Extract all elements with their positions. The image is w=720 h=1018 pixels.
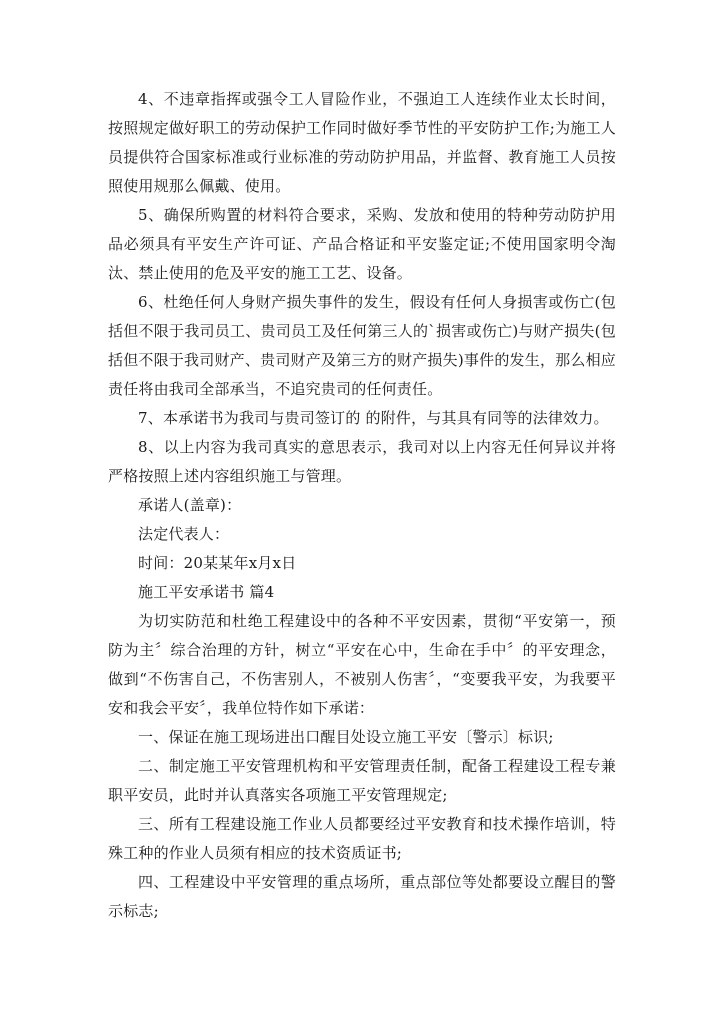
section-intro-paragraph: 为切实防范和杜绝工程建设中的各种不平安因素，贯彻“平安第一，预防为主〞综合治理的方针，树立“平安在心中，生命在手中〞的平安理念，做到“不伤害自己，不伤害别人，不被别人伤害〞，“变要我平安，为我要平安和我会平安〞，我单位特作如下承诺： — [108, 612, 616, 717]
commitment-item-3: 三、所有工程建设施工作业人员都要经过平安教育和技术操作培训，特殊工种的作业人员须有相应的技术资质证书; — [108, 815, 616, 862]
section-title: 施工平安承诺书 篇4 — [138, 583, 275, 601]
paragraph-item-8: 8、以上内容为我司真实的意思表示，我司对以上内容无任何异议并将严格按照上述内容组织施工与管理。 — [108, 438, 616, 485]
commitment-item-4: 四、工程建设中平安管理的重点场所，重点部位等处都要设立醒目的警示标志; — [108, 873, 616, 920]
paragraph-item-7: 7、本承诺书为我司与贵司签订的 的附件，与其具有同等的法律效力。 — [138, 409, 609, 427]
paragraph-item-4: 4、不违章指挥或强令工人冒险作业，不强迫工人连续作业太长时间，按照规定做好职工的劳动保护工作同时做好季节性的平安防护工作;为施工人员提供符合国家标准或行业标准的劳动防护用品，并监督、教育施工人员按照使用规那么佩戴、使用。 — [108, 90, 616, 195]
legal-representative-line: 法定代表人： — [138, 525, 230, 543]
paragraph-item-6: 6、杜绝任何人身财产损失事件的发生，假设有任何人身损害或伤亡(包括但不限于我司员工、贵司员工及任何第三人的`损害或伤亡)与财产损失(包括但不限于我司财产、贵司财产及第三方的财产损失)事件的发生，那么相应责任将由我司全部承当，不追究贵司的任何责任。 — [108, 293, 616, 398]
paragraph-item-5: 5、确保所购置的材料符合要求，采购、发放和使用的特种劳动防护用品必须具有平安生产许可证、产品合格证和平安鉴定证;不使用国家明令淘汰、禁止使用的危及平安的施工工艺、设备。 — [108, 206, 616, 282]
promisor-seal-line: 承诺人(盖章)： — [138, 496, 242, 514]
commitment-item-1: 一、保证在施工现场进出口醒目处设立施工平安〔警示〕标识; — [138, 728, 554, 746]
commitment-item-2: 二、制定施工平安管理机构和平安管理责任制，配备工程建设工程专兼职平安员，此时并认真落实各项施工平安管理规定; — [108, 757, 616, 804]
date-line: 时间：20某某年x月x日 — [138, 554, 297, 572]
